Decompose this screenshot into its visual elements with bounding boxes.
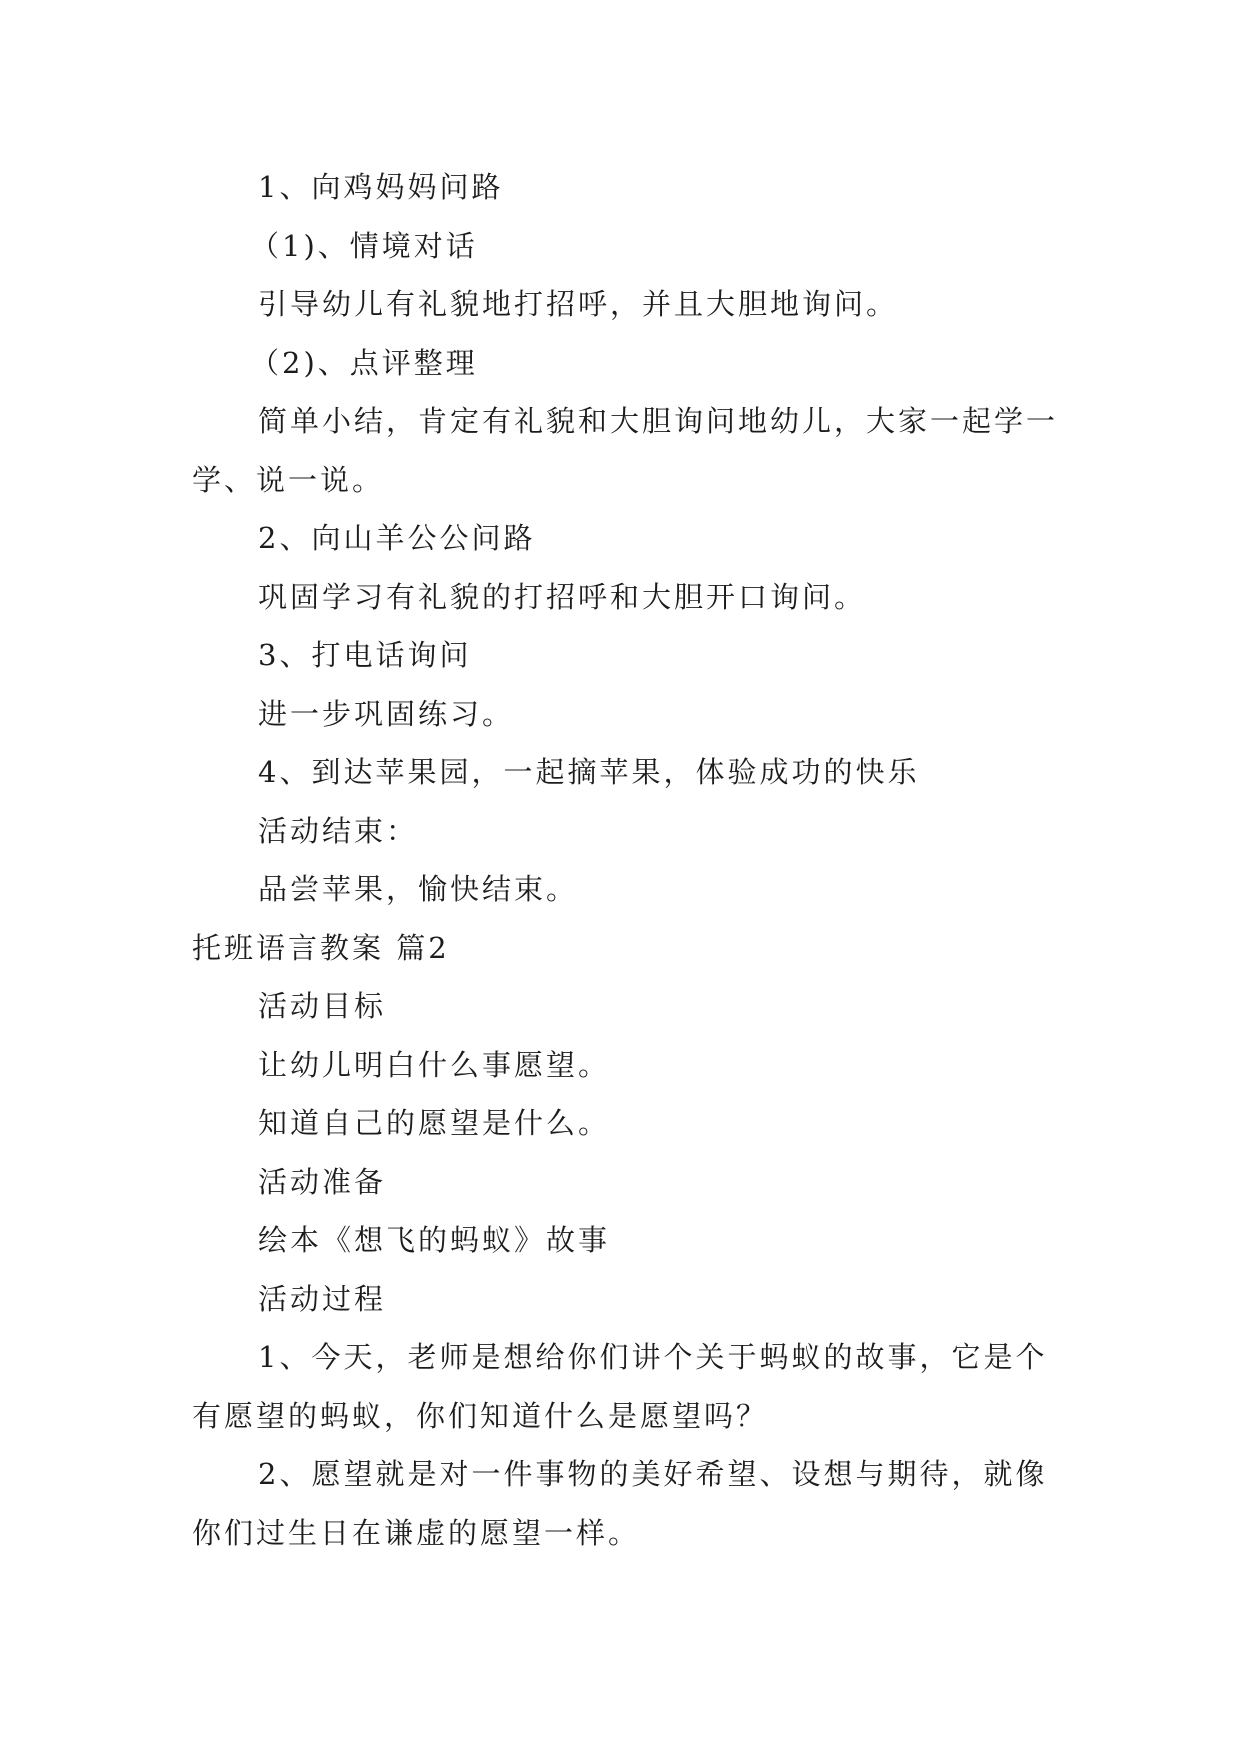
activity-end-heading: 活动结束： xyxy=(258,813,419,848)
activity-prep-1: 绘本《想飞的蚂蚁》故事 xyxy=(258,1223,611,1257)
activity-process-2: 2、愿望就是对一件事物的美好希望、设想与期待，就像你们过生日在谦虚的愿望一样。 xyxy=(192,1457,1048,1550)
paragraph-step-1-2: （2)、点评整理 xyxy=(250,345,478,380)
paragraph-step-1-1-desc: 引导幼儿有礼貌地打招呼，并且大胆地询问。 xyxy=(258,287,899,321)
activity-goal-heading: 活动目标 xyxy=(258,989,387,1023)
paragraph-step-2: 2、向山羊公公问路 xyxy=(258,521,536,555)
paragraph-step-1: 1、向鸡妈妈问路 xyxy=(258,170,504,204)
section-title: 托班语言教案 篇2 xyxy=(192,930,450,965)
activity-goal-2: 知道自己的愿望是什么。 xyxy=(258,1106,611,1140)
paragraph-step-1-1: （1)、情境对话 xyxy=(250,228,478,263)
paragraph-step-3-desc: 进一步巩固练习。 xyxy=(258,696,515,731)
activity-prep-heading: 活动准备 xyxy=(258,1164,387,1199)
paragraph-step-2-desc: 巩固学习有礼貌的打招呼和大胆开口询问。 xyxy=(258,579,867,614)
paragraph-step-1-2-desc: 简单小结，肯定有礼貌和大胆询问地幼儿，大家一起学一学、说一说。 xyxy=(192,404,1059,497)
paragraph-step-4: 4、到达苹果园，一起摘苹果，体验成功的快乐 xyxy=(258,755,920,789)
paragraph-step-3: 3、打电话询问 xyxy=(258,638,472,672)
activity-process-1: 1、今天，老师是想给你们讲个关于蚂蚁的故事，它是个有愿望的蚂蚁，你们知道什么是愿望吗？ xyxy=(192,1340,1048,1433)
document-body xyxy=(192,158,1062,1562)
activity-goal-1: 让幼儿明白什么事愿望。 xyxy=(258,1047,611,1082)
activity-process-heading: 活动过程 xyxy=(258,1281,387,1316)
activity-end-desc: 品尝苹果，愉快结束。 xyxy=(258,872,579,906)
